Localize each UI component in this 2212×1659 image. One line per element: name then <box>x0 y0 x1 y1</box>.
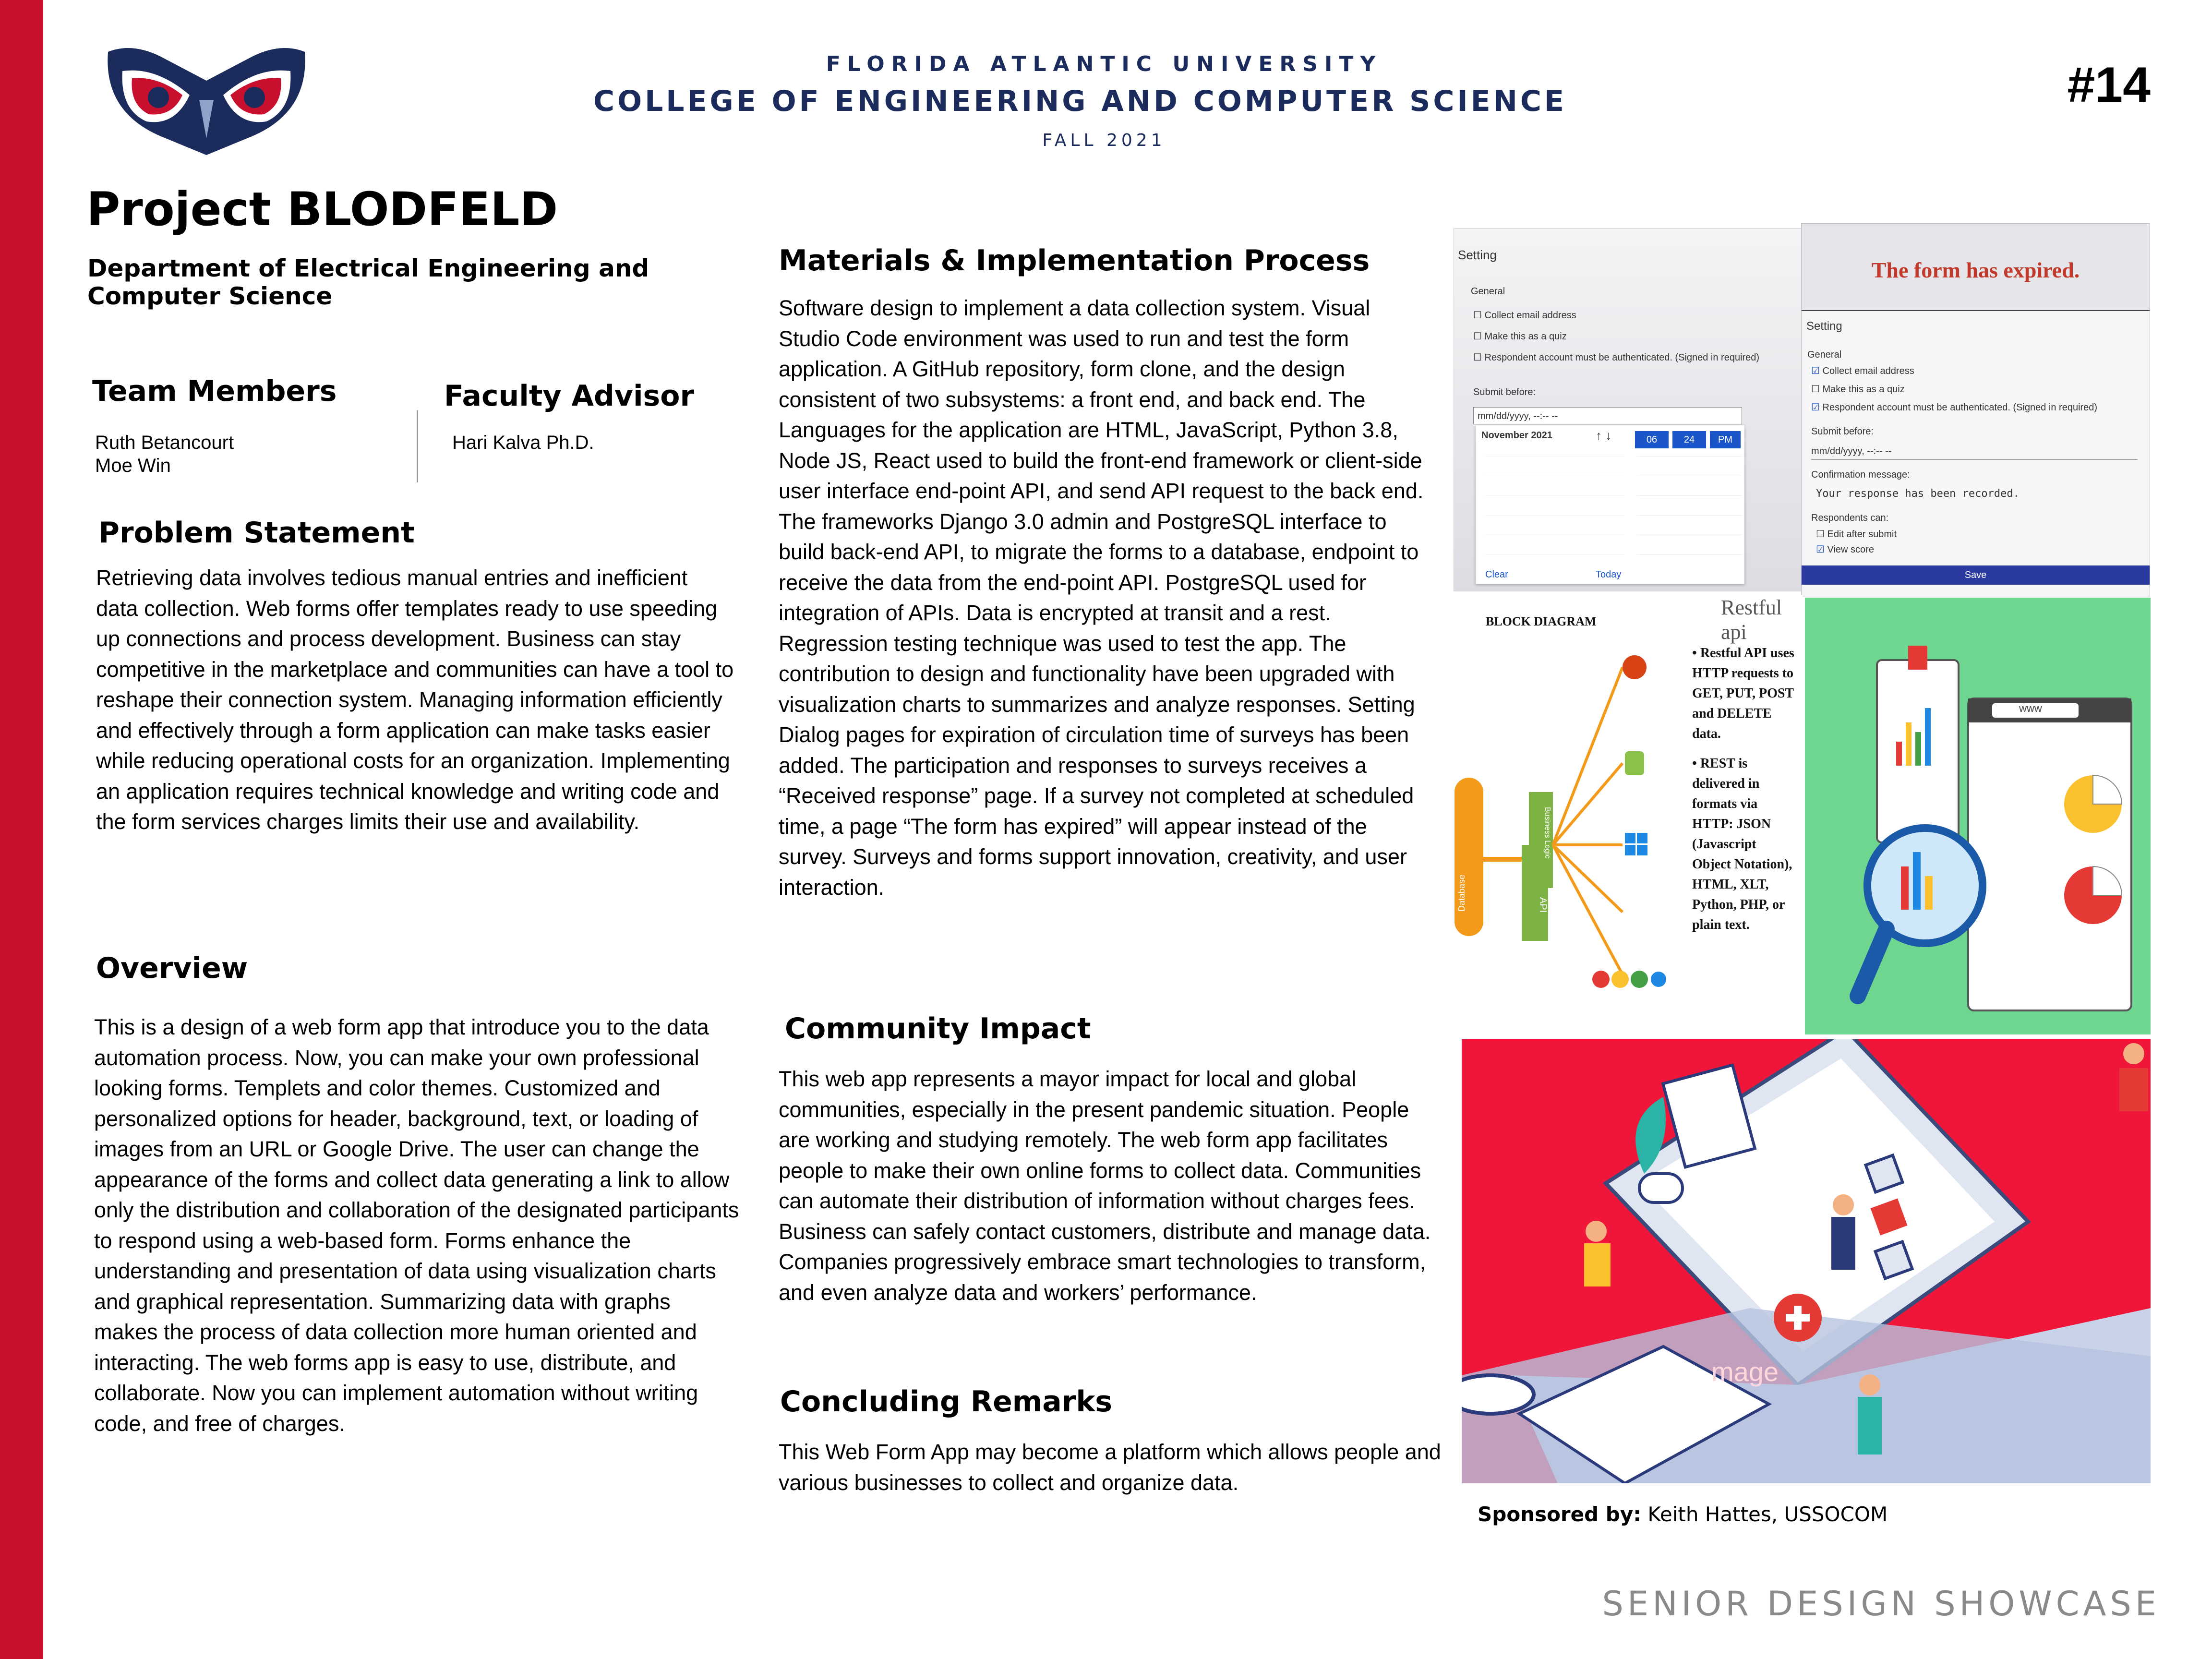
overview-heading: Overview <box>96 951 248 985</box>
option-collect-email[interactable] <box>1811 365 1914 377</box>
team-heading: Team Members <box>92 374 337 408</box>
option-quiz[interactable]: ☐ Make this as a quiz <box>1473 331 1567 342</box>
bullet-text: Restful API uses HTTP requests to GET, PUT, POST and DELETE data. <box>1692 646 1794 741</box>
calendar-clear-button[interactable]: Clear <box>1485 569 1508 580</box>
option-quiz[interactable]: ☐ Make this as a quiz <box>1811 384 1905 395</box>
restful-title: Restful api <box>1721 596 1782 644</box>
option-label: Edit after submit <box>1827 529 1897 540</box>
calendar-today-button[interactable]: Today <box>1596 569 1622 580</box>
setting-title: Setting <box>1458 248 1497 262</box>
general-label: General <box>1471 286 1505 297</box>
department-name: Department of Electrical Engineering and Computer Science <box>87 254 649 310</box>
analytics-illustration <box>1805 598 2151 1034</box>
overview-text: This is a design of a web form app that introduce you to the data automation process. Now, you can make your own professional looking forms. Templets and color themes. Customized and personalized options for header, background, text, or loading of images from an URL or Google Drive. The user can change the appearance of the forms and collect data generating a link to allow only the distribution and collaboration of the designated participants to respond using a web-based form. Forms enhance the understanding and presentation of data using visualization charts and graphical representation. Summarizing data with graphs makes the process of data collection more human oriented and interacting. The web forms app is easy to use, distribute, and collaborate. Now you can implement automation without writing code, and free of charges. <box>94 1015 739 1436</box>
calendar-month: November 2021 <box>1481 430 1552 441</box>
date-input[interactable]: mm/dd/yyyy, --:-- -- <box>1811 443 2138 460</box>
api-label: API <box>1538 897 1548 913</box>
option-label: Respondent account must be authenticated. (Signed in required) <box>1484 352 1760 363</box>
term-label: FALL 2021 <box>1042 131 1166 150</box>
calendar-minute[interactable]: 24 <box>1672 431 1706 448</box>
expired-message: The form has expired. <box>1871 258 2080 282</box>
respondents-label: Respondents can: <box>1811 513 1889 523</box>
community-heading: Community Impact <box>785 1012 1091 1046</box>
option-authenticated[interactable]: ☐ Respondent account must be authenticated. (Signed in required) <box>1473 352 1760 363</box>
calendar-ampm[interactable]: PM <box>1710 431 1741 448</box>
laptop-graphic <box>1462 1039 2151 1483</box>
time-column-list[interactable] <box>1636 454 1742 574</box>
general-label: General <box>1807 349 1842 360</box>
block-diagram-panel <box>1450 595 1803 1034</box>
left-accent-bar <box>0 0 43 1659</box>
calendar-hour[interactable]: 06 <box>1635 431 1669 448</box>
option-label: Collect email address <box>1484 310 1576 321</box>
option-authenticated[interactable] <box>1811 401 2097 413</box>
checkbox-checked-icon: ☑ <box>1816 544 1825 555</box>
checkbox-checked-icon: ☑ <box>1811 402 1820 413</box>
option-label: View score <box>1827 544 1874 555</box>
submit-before-label: Submit before: <box>1811 426 1874 437</box>
concluding-text: This Web Form App may become a platform which allows people and various businesses to collect and organize data. <box>779 1440 1441 1495</box>
team-member: Ruth Betancourt <box>95 432 234 453</box>
showcase-footer: SENIOR DESIGN SHOWCASE <box>1602 1584 2160 1623</box>
problem-heading: Problem Statement <box>98 516 415 550</box>
concluding-heading: Concluding Remarks <box>780 1385 1112 1419</box>
save-button[interactable]: Save <box>1802 565 2150 585</box>
settings-calendar-screenshot <box>1454 228 1805 591</box>
option-collect-email[interactable]: ☐ Collect email address <box>1473 310 1576 321</box>
confirmation-label: Confirmation message: <box>1811 469 1910 480</box>
option-label: Collect email address <box>1822 366 1914 376</box>
advisor-name: Hari Kalva Ph.D. <box>452 432 594 453</box>
laptop-illustration <box>1462 1039 2151 1483</box>
project-number: #14 <box>2067 57 2151 113</box>
architecture-diagram <box>1450 643 1666 1027</box>
date-input[interactable]: mm/dd/yyyy, --:-- -- <box>1473 407 1742 424</box>
option-view-score[interactable] <box>1816 543 1874 555</box>
option-edit-after-submit[interactable]: ☐ Edit after submit <box>1816 529 1897 540</box>
divider <box>417 410 418 482</box>
option-label: Make this as a quiz <box>1484 331 1567 342</box>
database-label: Database <box>1457 874 1467 912</box>
calendar-nav-arrows-icon[interactable]: ↑ ↓ <box>1596 428 1612 443</box>
calendar-popup <box>1476 425 1744 584</box>
form-expired-screenshot <box>1801 223 2150 597</box>
problem-text: Retrieving data involves tedious manual entries and inefficient data collection. Web forms offer templates ready to use speeding up connections and process development. Business can stay competitive in the marketplace and communities can have a tool to reshape their connection system. Managing information efficiently and effectively through a form application can make tasks easier while reducing operational costs for an organization. Implementing an application requires technical knowledge and writing code and the form services charges limits their use and availability. <box>96 565 734 834</box>
materials-heading: Materials & Implementation Process <box>779 244 1370 277</box>
setting-title: Setting <box>1806 320 1842 333</box>
sponsor-line <box>1478 1503 1887 1526</box>
option-label: Respondent account must be authenticated. (Signed in required) <box>1822 402 2098 413</box>
setting-panel <box>1802 310 2150 597</box>
browser-url-text: www <box>2019 702 2042 714</box>
materials-text: Software design to implement a data collection system. Visual Studio Code environment was used to run and test the form application. A GitHub repository, form clone, and the design consistent of two subsystems: a front end, and back end. The Languages for the application are HTML, JavaScript, Python 3.8, Node JS, React used to build the front-end framework or client-side user interface end-point API, and send API request to the back end. The frameworks Django 3.0 admin and PostgreSQL interface to build back-end API, to migrate the forms to a database, endpoint to receive the data from the end-point API. PostgreSQL used for integration of APIs. Data is encrypted at transit and a rest. Regression testing technique was used to test the app. The contribution to design and functionality have been upgraded with visualization charts to summarizes and analyze responses. Setting Dialog pages for expiration of circulation time of surveys has been added. The participation and responses to surveys receives a “Received response” page. If a survey not completed at scheduled time, a page “The form has expired” will appear instead of the survey. Surveys and forms support innovation, creativity, and user interaction. <box>779 296 1424 900</box>
restful-bullet-2: • REST is delivered in formats via HTTP: JSON (Javascript Object Notation), HTML, XLT, Python, PHP, or plain text. <box>1692 756 1792 932</box>
restful-bullet-1: • Restful API uses HTTP requests to GET, PUT, POST and DELETE data. <box>1692 646 1794 741</box>
confirmation-input[interactable]: Your response has been recorded. <box>1816 488 2020 500</box>
bullet-text: REST is delivered in formats via HTTP: JSON (Javascript Object Notation), HTML, XLT, Python, PHP, or plain text. <box>1692 756 1792 932</box>
team-members-list <box>95 431 234 477</box>
advisor-heading: Faculty Advisor <box>444 379 695 413</box>
business-logic-label: Business Logic <box>1543 807 1551 859</box>
block-diagram-title: BLOCK DIAGRAM <box>1486 614 1597 628</box>
image-caption-fragment: mage <box>1711 1357 1779 1387</box>
checkbox-checked-icon: ☑ <box>1811 366 1820 376</box>
sponsor-name: Keith Hattes, USSOCOM <box>1647 1503 1888 1526</box>
analytics-graphic <box>1805 598 2151 1034</box>
college-name: COLLEGE OF ENGINEERING AND COMPUTER SCIENCE <box>593 84 1567 118</box>
submit-before-label: Submit before: <box>1473 387 1536 397</box>
fau-owl-logo <box>103 42 310 157</box>
calendar-days-grid[interactable] <box>1485 449 1624 574</box>
university-name: FLORIDA ATLANTIC UNIVERSITY <box>826 52 1382 76</box>
team-member: Moe Win <box>95 455 171 476</box>
sponsor-label: Sponsored by: <box>1478 1503 1642 1526</box>
community-text: This web app represents a mayor impact for local and global communities, especially in the present pandemic situation. People are working and studying remotely. The web form app facilitates people to make their own online forms to collect data. Communities can automate their distribution of information without charges fees. Business can safely contact customers, distribute and manage data. Companies progressively embrace smart technologies to transform, and even analyze data and workers’ performance. <box>779 1067 1431 1305</box>
option-label: Make this as a quiz <box>1822 384 1905 395</box>
project-title: Project BLODFELD <box>86 182 558 236</box>
